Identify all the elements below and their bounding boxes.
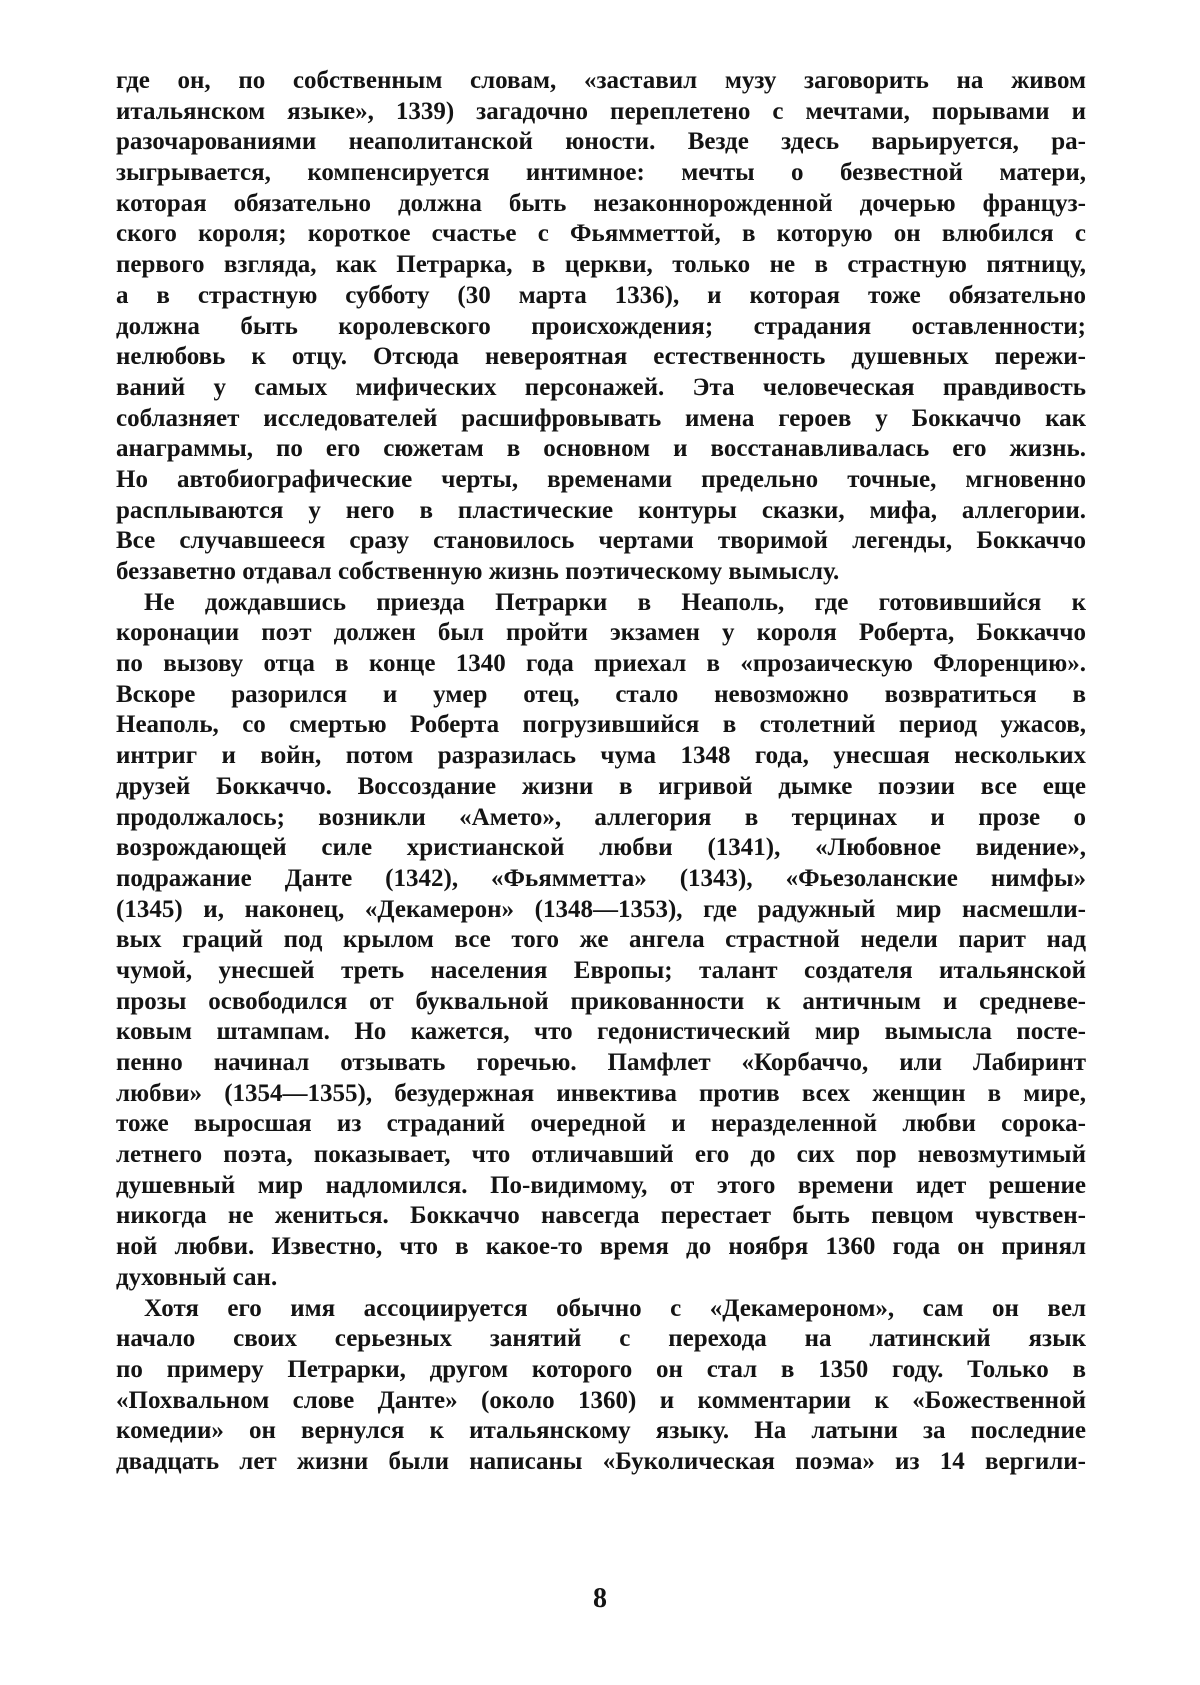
text-line: ского короля; короткое счастье с Фьямметтой, в которую он влюбился с xyxy=(116,220,1086,248)
text-line: летнего поэта, показывает, что отличавший его до сих пор невозмутимый xyxy=(116,1141,1086,1169)
text-line: никогда не жениться. Боккаччо навсегда перестает быть певцом чувствен- xyxy=(116,1202,1086,1230)
text-line: возрождающей силе христианской любви (1341), «Любовное видение», xyxy=(116,834,1086,862)
text-line: тоже выросшая из страданий очередной и неразделенной любви сорока- xyxy=(116,1110,1086,1138)
text-line: анаграммы, по его сюжетам в основном и восстанавливалась его жизнь. xyxy=(116,435,1086,463)
text-line: по примеру Петрарки, другом которого он стал в 1350 году. Только в xyxy=(116,1355,1086,1383)
text-line: а в страстную субботу (30 марта 1336), и которая тоже обязательно xyxy=(116,281,1086,309)
text-line: подражание Данте (1342), «Фьямметта» (1343), «Фьезоланские нимфы» xyxy=(116,864,1086,892)
text-line: душевный мир надломился. По-видимому, от этого времени идет решение xyxy=(116,1171,1086,1199)
body-text xyxy=(116,66,1086,1478)
text-line: Вскоре разорился и умер отец, стало невозможно возвратиться в xyxy=(116,680,1086,708)
text-line: должна быть королевского происхождения; страдания оставленности; xyxy=(116,312,1086,340)
text-line: ковым штампам. Но кажется, что гедонистический мир вымысла посте- xyxy=(116,1018,1086,1046)
text-line: продолжалось; возникли «Амето», аллегория в терцинах и прозе о xyxy=(116,803,1086,831)
text-line: (1345) и, наконец, «Декамерон» (1348—1353), где радужный мир насмешли- xyxy=(116,895,1086,923)
text-line: первого взгляда, как Петрарка, в церкви, только не в страстную пятницу, xyxy=(116,251,1086,279)
text-line: беззаветно отдавал собственную жизнь поэтическому вымыслу. xyxy=(116,558,840,585)
text-line: ваний у самых мифических персонажей. Эта человеческая правдивость xyxy=(116,373,1086,401)
text-line: ной любви. Известно, что в какое-то время до ноября 1360 года он принял xyxy=(116,1233,1086,1261)
text-line: интриг и войн, потом разразилась чума 1348 года, унесшая нескольких xyxy=(116,742,1086,770)
text-line: чумой, унесшей треть населения Европы; талант создателя итальянской xyxy=(116,956,1086,984)
text-line: Но автобиографические черты, временами предельно точные, мгновенно xyxy=(116,465,1086,493)
paragraph-first-line: Хотя его имя ассоциируется обычно с «Декамероном», сам он вел xyxy=(144,1294,1086,1322)
text-line: разочарованиями неаполитанской юности. Везде здесь варьируется, ра- xyxy=(116,128,1086,156)
text-line: духовный сан. xyxy=(116,1263,278,1291)
text-line: «Похвальном слове Данте» (около 1360) и комментарии к «Божественной xyxy=(116,1386,1086,1414)
text-line: коронации поэт должен был пройти экзамен у короля Роберта, Боккаччо xyxy=(116,619,1086,647)
text-line: любви» (1354—1355), безудержная инвектива против всех женщин в мире, xyxy=(116,1079,1086,1107)
text-line: прозы освободился от буквальной прикованности к античным и средневе- xyxy=(116,987,1086,1015)
text-line: нелюбовь к отцу. Отсюда невероятная естественность душевных пережи- xyxy=(116,343,1086,371)
text-line: Все случавшееся сразу становилось чертами творимой легенды, Боккаччо xyxy=(116,527,1086,555)
text-line: Неаполь, со смертью Роберта погрузившийся в столетний период ужасов, xyxy=(116,711,1086,739)
text-line: где он, по собственным словам, «заставил музу заговорить на живом xyxy=(116,67,1086,94)
text-line: вых граций под крылом все того же ангела страстной недели парит над xyxy=(116,926,1086,954)
paragraph-first-line: Не дождавшись приезда Петрарки в Неаполь, где готовившийся к xyxy=(144,588,1086,616)
text-line: двадцать лет жизни были написаны «Буколическая поэма» из 14 вергили- xyxy=(116,1447,1086,1475)
page-number: 8 xyxy=(593,1583,607,1614)
text-line: комедии» он вернулся к итальянскому языку. На латыни за последние xyxy=(116,1417,1086,1445)
text-line: зыгрывается, компенсируется интимное: мечты о безвестной матери, xyxy=(116,159,1086,187)
text-line: по вызову отца в конце 1340 года приехал в «прозаическую Флоренцию». xyxy=(116,650,1086,678)
text-line: друзей Боккаччо. Воссоздание жизни в игривой дымке поэзии все еще xyxy=(116,772,1086,800)
text-line: расплываются у него в пластические контуры сказки, мифа, аллегории. xyxy=(116,496,1086,524)
text-line: пенно начинал отзывать горечью. Памфлет «Корбаччо, или Лабиринт xyxy=(116,1049,1086,1076)
text-line: соблазняет исследователей расшифровывать имена героев у Боккаччо как xyxy=(116,404,1086,432)
text-line: итальянском языке», 1339) загадочно переплетено с мечтами, порывами и xyxy=(116,97,1086,125)
text-line: начало своих серьезных занятий с перехода на латинский язык xyxy=(116,1325,1086,1353)
text-line: которая обязательно должна быть незаконнорожденной дочерью француз- xyxy=(116,189,1086,217)
